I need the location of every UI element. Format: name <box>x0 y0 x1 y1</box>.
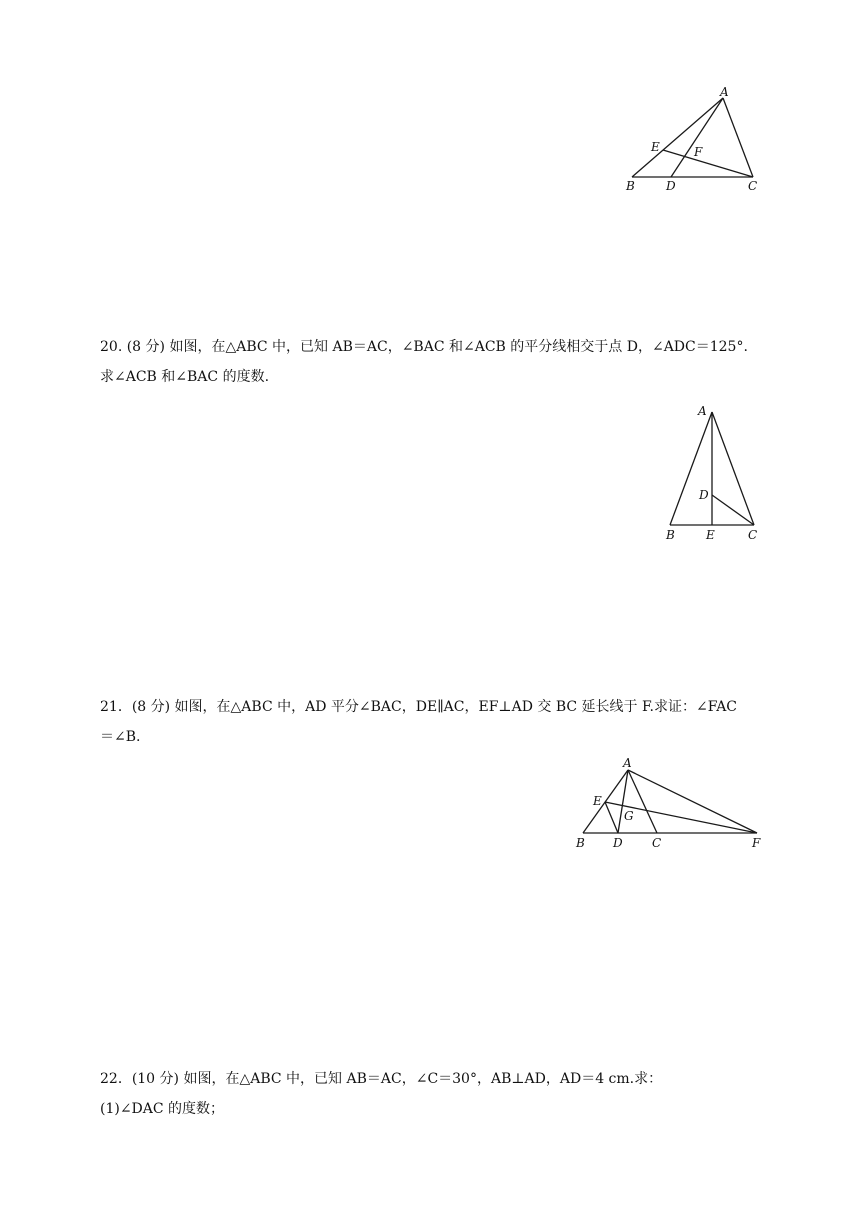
segment-ec <box>663 150 753 177</box>
label-a: A <box>623 756 632 770</box>
segment-af <box>628 770 757 833</box>
label-c: C <box>748 528 758 542</box>
label-f: F <box>694 145 703 159</box>
label-f: F <box>752 836 761 850</box>
label-d: D <box>699 488 709 502</box>
label-c: C <box>652 836 662 850</box>
segment-ab <box>670 412 712 525</box>
segment-ac <box>712 412 754 525</box>
question-21 <box>100 692 780 752</box>
question-20-line-2: 求∠ACB 和∠BAC 的度数. <box>100 369 270 385</box>
segment-ed <box>605 802 618 833</box>
figure-q19 <box>610 80 780 200</box>
question-22 <box>100 1064 780 1124</box>
label-b: B <box>576 836 585 850</box>
label-e: E <box>651 140 660 154</box>
label-g: G <box>624 809 634 823</box>
question-22-line-1: 22．(10 分) 如图，在△ABC 中，已知 AB＝AC，∠C＝30°，AB⊥AD，AD＝4 cm.求： <box>100 1071 663 1087</box>
segment-dc <box>712 495 754 525</box>
segment-ac <box>723 98 753 177</box>
figure-q21 <box>570 750 770 855</box>
label-e: E <box>593 794 602 808</box>
figure-q20 <box>660 400 770 550</box>
question-20 <box>100 332 780 392</box>
question-22-line-2: (1)∠DAC 的度数； <box>100 1101 225 1117</box>
label-b: B <box>626 179 635 193</box>
label-e: E <box>706 528 715 542</box>
segment-ad <box>618 770 628 833</box>
label-a: A <box>720 85 729 99</box>
segment-ab <box>632 98 723 177</box>
label-d: D <box>613 836 623 850</box>
question-21-line-2: ＝∠B. <box>100 729 141 745</box>
label-b: B <box>666 528 675 542</box>
label-d: D <box>666 179 676 193</box>
label-c: C <box>748 179 758 193</box>
segment-ac <box>628 770 657 833</box>
question-20-line-1: 20. (8 分) 如图，在△ABC 中，已知 AB＝AC，∠BAC 和∠ACB 的平分线相交于点 D，∠ADC＝125°. <box>100 339 748 355</box>
question-21-line-1: 21．(8 分) 如图，在△ABC 中，AD 平分∠BAC，DE∥AC，EF⊥AD 交 BC 延长线于 F.求证：∠FAC <box>100 699 738 715</box>
label-a: A <box>698 404 707 418</box>
